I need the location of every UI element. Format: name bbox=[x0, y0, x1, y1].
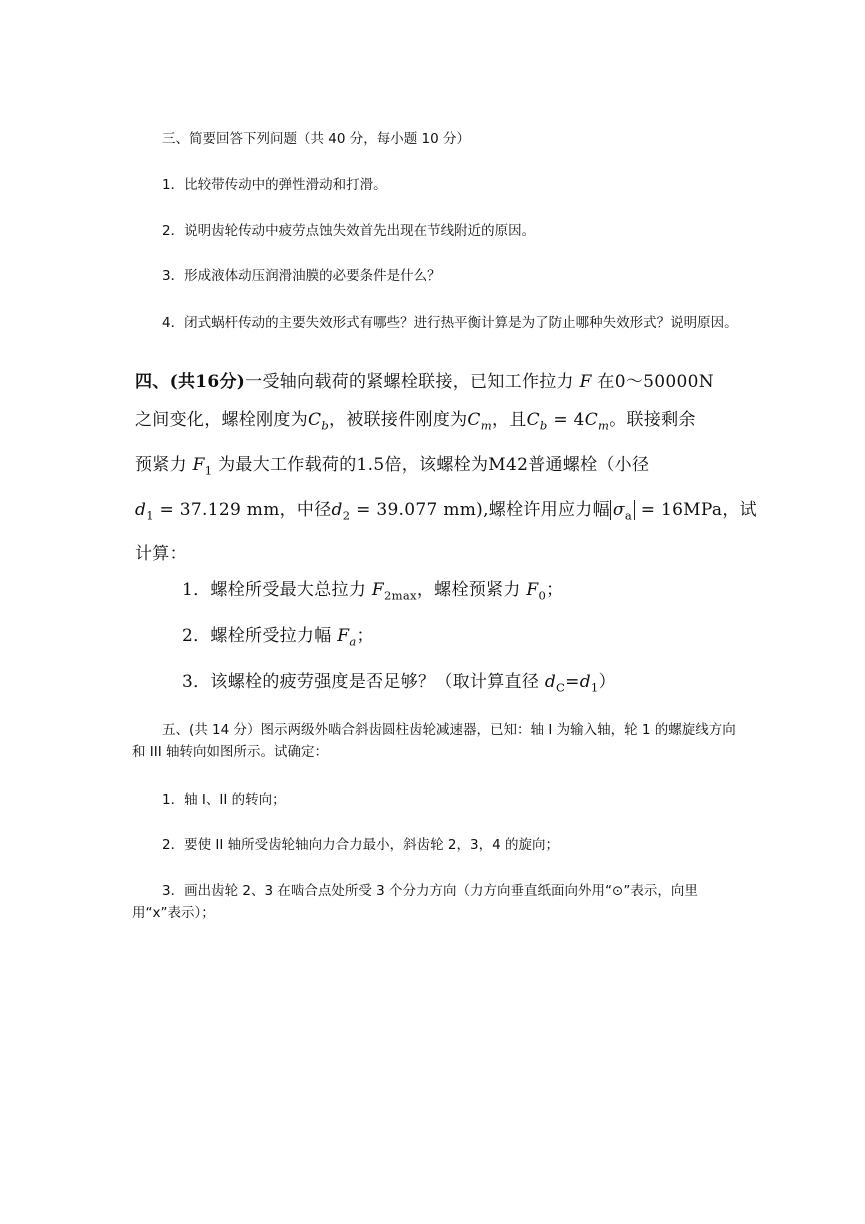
section4-line-5: 计算： bbox=[135, 544, 187, 564]
section3-question-3: 3．形成液体动压润滑油膜的必要条件是什么？ bbox=[162, 268, 441, 284]
section5-question-2: 2．要使 II 轴所受齿轮轴向力合力最小，斜齿轮 2，3，4 的旋向； bbox=[162, 837, 559, 853]
allowable-stress-bracket: $\sigma_a$ bbox=[610, 500, 635, 520]
section4-line-2: 之间变化，螺栓刚度为$C_b$，被联接件刚度为$C_m$，且$C_b = 4C_m$。联接剩余 bbox=[135, 410, 696, 433]
section5-heading: 五、(共 14 分）图示两级外啮合斜齿圆柱齿轮减速器，已知：轴 I 为输入轴，轮 1 的螺旋线方向和 III 轴转向如图所示。试确定： bbox=[132, 722, 736, 760]
section3-question-1: 1．比较带传动中的弹性滑动和打滑。 bbox=[162, 177, 387, 193]
section4-calc-2: 2．螺栓所受拉力幅 $F_a$； bbox=[182, 626, 374, 649]
section3-question-4: 4．闭式蜗杆传动的主要失效形式有哪些？进行热平衡计算是为了防止哪种失效形式？说明原因。 bbox=[162, 315, 738, 331]
section4-line-4: $d_1 = 37.129$ mm，中径$d_2 = 39.077$ mm),螺栓许用应力幅 $\sigma_a = 16MPa$，试 bbox=[135, 500, 757, 523]
section4-calc-1: 1．螺栓所受最大总拉力 $F_{2max}$，螺栓预紧力 $F_0$； bbox=[182, 580, 564, 603]
section4-line-3: 预紧力 $F_1$ 为最大工作载荷的1.5倍，该螺栓为M42普通螺栓（小径 bbox=[135, 455, 650, 478]
section3-heading: 三、简要回答下列问题（共 40 分，每小题 10 分） bbox=[162, 131, 471, 147]
section5-question-3: 3．画出齿轮 2、3 在啮合点处所受 3 个分力方向（力方向垂直纸面向外用“⊙”表示，向里用“x”表示）； bbox=[132, 883, 698, 921]
section5-question-1: 1．轴 I、II 的转向； bbox=[162, 792, 286, 808]
section4-label: 四、(共16分) bbox=[135, 372, 246, 392]
section4-calc-3: 3．该螺栓的疲劳强度是否足够？（取计算直径 $d_C=d_1$） bbox=[182, 672, 616, 695]
section3-question-2: 2．说明齿轮传动中疲劳点蚀失效首先出现在节线附近的原因。 bbox=[162, 223, 536, 239]
section4-line-1: 四、(共16分)一受轴向载荷的紧螺栓联接，已知工作拉力 F 在0～50000N bbox=[135, 372, 714, 392]
